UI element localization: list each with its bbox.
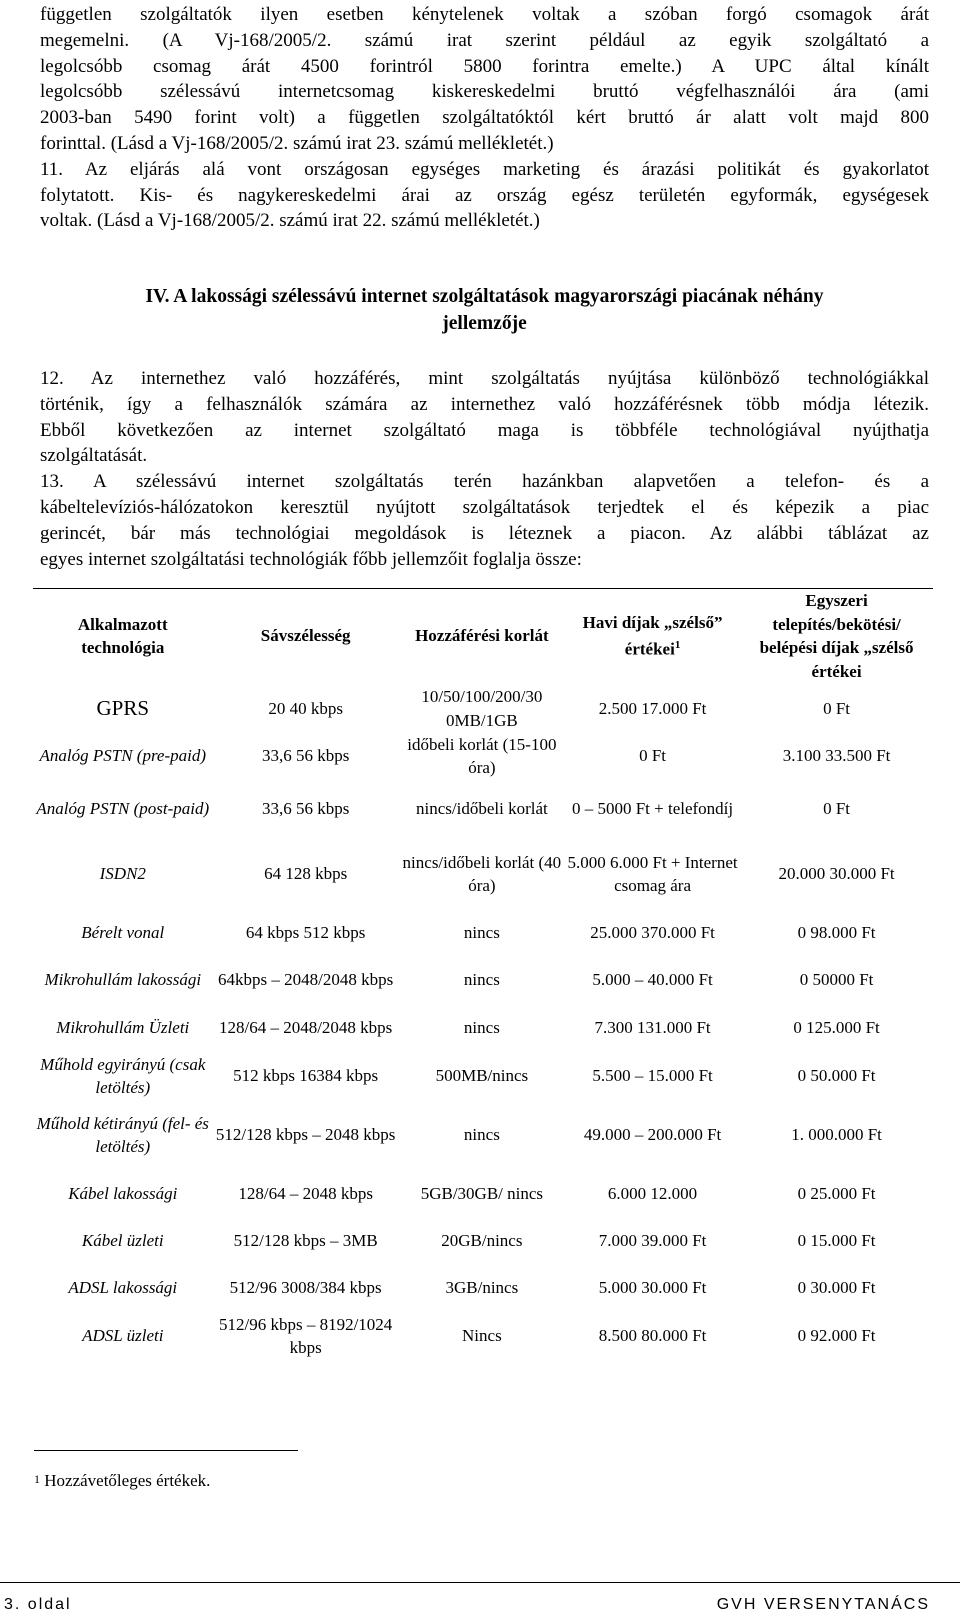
paragraph-line: Ebből következően az internet szolgáltató maga is többféle technológiával nyújthatja — [40, 419, 929, 441]
cell-technology: ADSL lakossági — [68, 1278, 178, 1298]
paragraph-line: gerincét, bár más technológiai megoldások is léteznek a piacon. Az alábbi táblázat az — [40, 522, 929, 544]
cell-technology: Kábel üzleti — [81, 1231, 164, 1251]
header-monthly-fees-label: Havi díjak „szélső” értékei — [582, 612, 723, 659]
cell-technology: GPRS — [96, 695, 150, 720]
cell-bandwidth: 64 kbps 512 kbps — [245, 923, 366, 943]
cell-access-limit: nincs — [463, 923, 500, 943]
footnote-mark: 1 — [34, 1472, 40, 1486]
cell-onetime-fees: 0 50000 Ft — [799, 970, 874, 990]
cell-bandwidth: 20 40 kbps — [268, 698, 343, 718]
cell-monthly-fees: 0 Ft — [639, 746, 667, 766]
cell-onetime-fees: 1. 000.000 Ft — [791, 1125, 882, 1145]
table-row — [33, 1264, 933, 1312]
cell-access-limit: időbeli korlát (15-100 óra) — [407, 734, 557, 777]
header-onetime-fees: Egyszeri telepítés/bekötési/ belépési díjak „szélső értékei — [759, 591, 914, 681]
cell-monthly-fees: 5.000 – 40.000 Ft — [592, 970, 713, 990]
table-row — [33, 1100, 933, 1170]
table-row — [33, 732, 933, 780]
cell-onetime-fees: 3.100 33.500 Ft — [782, 746, 891, 766]
paragraph-line: egyes internet szolgáltatási technológiák főbb jellemzőit foglalja össze: — [40, 548, 582, 570]
cell-onetime-fees: 0 92.000 Ft — [797, 1326, 876, 1346]
footnote-text: Hozzávetőleges értékek. — [44, 1471, 211, 1490]
section-heading-line-1: IV. A lakossági szélessávú internet szolgáltatások magyarországi piacának néhány — [145, 286, 824, 307]
section-heading-line-2: jellemzője — [442, 313, 527, 334]
table-row — [33, 685, 933, 732]
cell-access-limit: 20GB/nincs — [441, 1231, 523, 1251]
cell-access-limit: Nincs — [462, 1326, 502, 1346]
cell-monthly-fees: 7.300 131.000 Ft — [594, 1018, 711, 1038]
paragraph-line: 13. A szélessávú internet szolgáltatás terén hazánkban alapvetően a telefon- és a — [40, 471, 929, 493]
cell-bandwidth: 33,6 56 kbps — [261, 799, 350, 819]
paragraph-block-top — [40, 2, 929, 234]
technology-table — [33, 588, 933, 1360]
cell-access-limit: 500MB/nincs — [435, 1066, 529, 1086]
cell-monthly-fees: 2.500 17.000 Ft — [598, 698, 707, 718]
paragraph-line: történik, így a felhasználók számára az internethez való hozzáférésnek több módja létezik. — [40, 393, 929, 415]
cell-bandwidth: 512/96 3008/384 kbps — [229, 1278, 382, 1298]
cell-access-limit: nincs — [463, 1018, 500, 1038]
cell-onetime-fees: 0 98.000 Ft — [797, 923, 876, 943]
cell-onetime-fees: 0 125.000 Ft — [793, 1018, 880, 1038]
footer-organization: GVH VERSENYTANÁCS — [716, 1596, 930, 1613]
header-bandwidth: Sávszélesség — [260, 626, 351, 646]
cell-bandwidth: 512/96 kbps – 8192/1024 kbps — [218, 1314, 393, 1357]
paragraph-line: folytatott. Kis- és nagykereskedelmi árai az ország egész területén egyformák, egységesek — [40, 184, 929, 206]
paragraph-line: voltak. (Lásd a Vj-168/2005/2. számú irat 22. számú mellékletét.) — [40, 210, 540, 232]
table-row — [33, 956, 933, 1004]
cell-onetime-fees: 0 Ft — [823, 698, 851, 718]
table-header-row — [33, 589, 933, 684]
table-row — [33, 838, 933, 910]
footnote — [34, 1470, 210, 1492]
header-footnote-mark: 1 — [674, 639, 681, 652]
cell-access-limit: 10/50/100/200/30 0MB/1GB — [421, 687, 543, 730]
table-row — [33, 910, 933, 956]
cell-monthly-fees: 5.500 – 15.000 Ft — [592, 1066, 713, 1086]
table-row — [33, 1312, 933, 1360]
cell-monthly-fees: 0 – 5000 Ft + telefondíj — [571, 799, 734, 819]
header-monthly-fees — [565, 589, 740, 684]
paragraph-line: legolcsóbb szélessávú internetcsomag kiskereskedelmi bruttó végfelhasználói ára (ami — [40, 81, 929, 103]
cell-bandwidth: 512 kbps 16384 kbps — [233, 1066, 379, 1086]
paragraph-line: 12. Az internethez való hozzáférés, mint szolgáltatás nyújtása különböző technológiákkal — [40, 368, 929, 389]
paragraph-line: 11. Az eljárás alá vont országosan egységes marketing és árazási politikát és gyakorlatot — [40, 158, 929, 180]
cell-onetime-fees: 0 Ft — [823, 799, 851, 819]
header-access-limit: Hozzáférési korlát — [415, 626, 549, 646]
cell-monthly-fees: 25.000 370.000 Ft — [590, 923, 715, 943]
page-number: 3. oldal — [4, 1596, 72, 1613]
cell-access-limit: nincs/időbeli korlát (40 óra) — [402, 852, 562, 895]
cell-monthly-fees: 5.000 30.000 Ft — [598, 1278, 707, 1298]
cell-access-limit: nincs — [463, 970, 500, 990]
cell-bandwidth: 64kbps – 2048/2048 kbps — [218, 970, 394, 990]
cell-monthly-fees: 5.000 6.000 Ft + Internet csomag ára — [567, 852, 738, 895]
cell-technology: Kábel lakossági — [68, 1184, 178, 1204]
cell-technology: Analóg PSTN (pre-paid) — [39, 746, 207, 766]
paragraph-block-bottom — [40, 366, 929, 572]
cell-monthly-fees: 8.500 80.000 Ft — [598, 1326, 707, 1346]
paragraph-line: forinttal. (Lásd a Vj-168/2005/2. számú irat 23. számú mellékletét.) — [40, 132, 554, 154]
cell-onetime-fees: 0 25.000 Ft — [797, 1184, 876, 1204]
table-row — [33, 1052, 933, 1100]
paragraph-line: kábeltelevíziós-hálózatokon keresztül nyújtott szolgáltatások terjedtek el és képezik a piac — [40, 496, 929, 518]
paragraph-line: szolgáltatását. — [40, 445, 148, 467]
cell-bandwidth: 512/128 kbps – 3MB — [233, 1231, 378, 1251]
cell-technology: ISDN2 — [99, 864, 146, 884]
cell-onetime-fees: 0 30.000 Ft — [797, 1278, 876, 1298]
paragraph-line: független szolgáltatók ilyen esetben kénytelenek voltak a szóban forgó csomagok árát — [40, 4, 929, 25]
cell-bandwidth: 128/64 – 2048 kbps — [238, 1184, 373, 1204]
cell-access-limit: 5GB/30GB/ nincs — [420, 1184, 544, 1204]
cell-monthly-fees: 6.000 12.000 — [607, 1184, 698, 1204]
cell-access-limit: nincs — [463, 1125, 500, 1145]
cell-bandwidth: 128/64 – 2048/2048 kbps — [218, 1018, 393, 1038]
cell-monthly-fees: 49.000 – 200.000 Ft — [583, 1125, 722, 1145]
cell-technology: Mikrohullám Üzleti — [56, 1018, 190, 1038]
table-row — [33, 1004, 933, 1052]
table-row — [33, 1170, 933, 1218]
footnote-rule — [34, 1450, 298, 1451]
cell-technology: ADSL üzleti — [82, 1326, 164, 1346]
cell-monthly-fees: 7.000 39.000 Ft — [598, 1231, 707, 1251]
cell-technology: Műhold egyirányú (csak letöltés) — [40, 1054, 206, 1097]
cell-access-limit: 3GB/nincs — [445, 1278, 519, 1298]
cell-technology: Bérelt vonal — [81, 923, 165, 943]
paragraph-line: 2003-ban 5490 forint volt) a független szolgáltatóktól kért bruttó ár alatt volt majd 800 — [40, 107, 929, 129]
section-heading — [40, 283, 929, 337]
cell-technology: Mikrohullám lakossági — [44, 970, 202, 990]
cell-access-limit: nincs/időbeli korlát — [416, 799, 548, 819]
cell-bandwidth: 64 128 kbps — [264, 864, 348, 884]
footer-rule — [0, 1582, 960, 1583]
cell-onetime-fees: 0 15.000 Ft — [797, 1231, 876, 1251]
cell-bandwidth: 512/128 kbps – 2048 kbps — [215, 1125, 396, 1145]
cell-bandwidth: 33,6 56 kbps — [261, 746, 350, 766]
cell-technology: Analóg PSTN (post-paid) — [36, 799, 210, 819]
paragraph-line: legolcsóbb csomag árát 4500 forintról 5800 forintra emelte.) A UPC által kínált — [40, 55, 929, 77]
cell-onetime-fees: 0 50.000 Ft — [797, 1066, 876, 1086]
table-row — [33, 1218, 933, 1264]
header-technology: Alkalmazott technológia — [77, 614, 168, 657]
cell-onetime-fees: 20.000 30.000 Ft — [778, 864, 895, 884]
cell-technology: Műhold kétirányú (fel- és letöltés) — [36, 1113, 209, 1156]
paragraph-line: megemelni. (A Vj-168/2005/2. számú irat szerint például az egyik szolgáltató a — [40, 29, 929, 51]
table-row — [33, 780, 933, 838]
